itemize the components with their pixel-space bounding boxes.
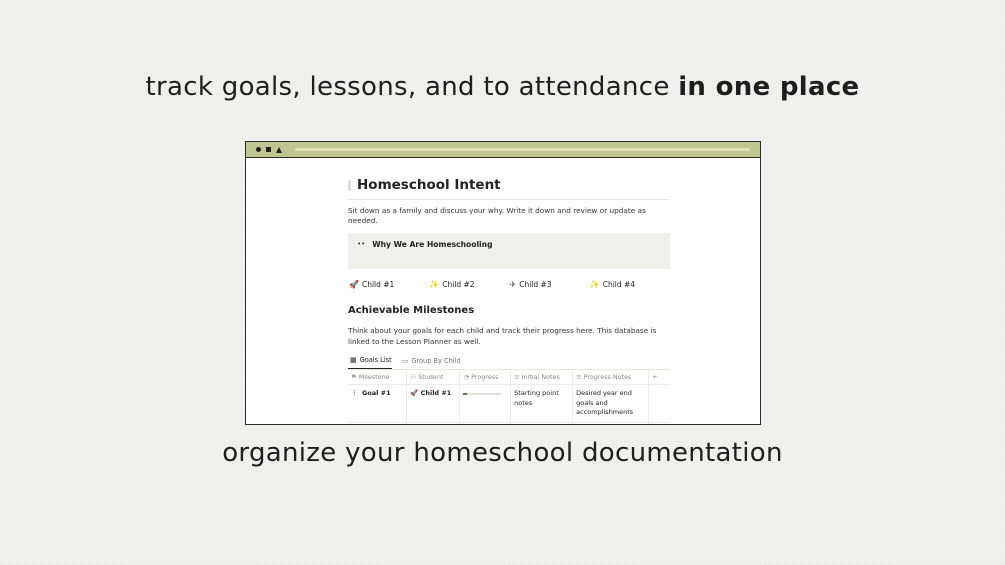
headline-bold: in one place xyxy=(678,72,860,102)
drag-handle-icon[interactable]: ⋮ xyxy=(351,389,358,397)
column-type-icon: ⚑ xyxy=(351,373,357,381)
window-titlebar xyxy=(246,142,760,158)
milestone-cell[interactable] xyxy=(348,385,407,423)
child-label: Child #4 xyxy=(602,280,636,289)
subline: organize your homeschool documentation xyxy=(222,438,783,468)
why-toggle-callout[interactable] xyxy=(348,233,670,269)
student-cell[interactable] xyxy=(407,422,460,425)
page-description: Sit down as a family and discuss your why. Write it down and review or update as needed. xyxy=(348,206,646,225)
column-label: Initial Notes xyxy=(521,373,560,381)
column-header-progress[interactable] xyxy=(460,370,511,385)
progress-notes-cell[interactable] xyxy=(573,422,649,425)
child-label: Child #1 xyxy=(361,280,395,289)
child-label: Child #2 xyxy=(442,280,475,289)
table-row[interactable] xyxy=(348,385,670,423)
column-label: + xyxy=(652,373,658,381)
headline-normal: track goals, lessons, and to attendance xyxy=(145,72,670,102)
child-label: Child #3 xyxy=(519,280,552,289)
column-header-add[interactable] xyxy=(649,370,670,385)
progress-notes-cell[interactable]: Desired year end goals and accomplishments xyxy=(573,385,649,423)
empty-cell xyxy=(649,385,670,423)
column-header-progress-notes[interactable] xyxy=(573,370,649,385)
progress-bar xyxy=(463,389,507,399)
divider xyxy=(348,199,670,200)
page-title-row xyxy=(348,177,670,193)
column-type-icon: ≡ xyxy=(514,373,520,381)
database-view-tabs xyxy=(348,353,670,370)
star-icon: ✨ xyxy=(589,280,600,289)
column-type-icon: ◔ xyxy=(463,373,470,381)
student-cell[interactable] xyxy=(407,385,460,423)
headline xyxy=(0,72,1005,102)
tab-goals-list[interactable] xyxy=(348,353,392,369)
callout-text[interactable]: Why We Are Homeschooling xyxy=(372,240,493,249)
rocket-icon: 🚀 xyxy=(410,389,421,397)
progress-fill xyxy=(463,393,466,395)
milestone-name: Goal #1 xyxy=(362,389,391,397)
child-link-3[interactable] xyxy=(510,280,590,289)
app-window-mockup xyxy=(245,141,761,425)
column-type-icon: ≡ xyxy=(576,373,582,381)
column-header-student[interactable] xyxy=(407,370,460,385)
table-header-row xyxy=(348,370,670,385)
children-links xyxy=(348,280,670,289)
triangle-icon[interactable] xyxy=(276,147,282,153)
column-header-milestone[interactable] xyxy=(348,370,407,385)
sparkle-icon: ✨ xyxy=(429,280,440,289)
toggle-handle-icon[interactable]: •• xyxy=(357,240,366,248)
tab-label: Group By Child xyxy=(411,356,461,365)
page-title[interactable]: Homeschool Intent xyxy=(357,177,501,193)
child-link-4[interactable] xyxy=(590,280,670,289)
tab-group-by-child[interactable] xyxy=(400,353,461,369)
column-label: Progress xyxy=(471,373,499,381)
address-bar[interactable] xyxy=(295,148,750,151)
initial-notes-cell[interactable]: Starting point notes xyxy=(511,385,573,423)
tab-label: Goals List xyxy=(359,356,392,364)
square-icon[interactable] xyxy=(266,147,271,152)
progress-cell[interactable] xyxy=(460,422,511,425)
column-label: Progress Notes xyxy=(583,373,632,381)
close-dot-icon[interactable] xyxy=(256,147,261,152)
table-row[interactable] xyxy=(348,422,670,425)
notion-page xyxy=(348,158,670,425)
progress-track xyxy=(463,393,501,395)
plane-icon: ✈ xyxy=(509,280,517,289)
progress-cell[interactable] xyxy=(460,385,511,423)
column-type-icon: ⚇ xyxy=(410,373,417,381)
column-header-initial-notes[interactable] xyxy=(511,370,573,385)
section-description: Think about your goals for each child and track their progress here. This database is linked to the Lesson Planner as well. xyxy=(348,326,657,346)
board-icon: ▭ xyxy=(401,356,409,365)
section-title: Achievable Milestones xyxy=(348,305,475,316)
student-name: Child #1 xyxy=(420,389,452,397)
rocket-icon: 🚀 xyxy=(349,280,359,289)
goals-table xyxy=(348,370,670,425)
table-icon: ▦ xyxy=(350,356,357,364)
page-icon xyxy=(348,180,351,191)
column-label: Student xyxy=(418,373,444,381)
milestone-cell[interactable] xyxy=(348,422,407,425)
child-link-2[interactable] xyxy=(429,280,509,289)
column-label: Milestone xyxy=(358,373,390,381)
initial-notes-cell[interactable] xyxy=(511,422,573,425)
empty-cell xyxy=(649,422,670,425)
child-link-1[interactable] xyxy=(349,280,429,289)
